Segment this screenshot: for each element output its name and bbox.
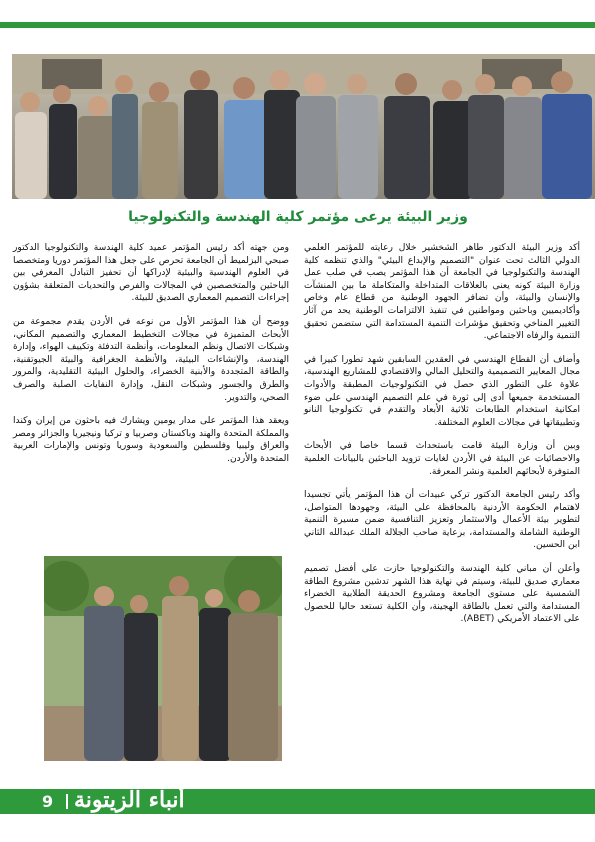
- group-photo: [12, 54, 595, 199]
- article-headline: وزير البيئة يرعى مؤتمر كلية الهندسة والتكنولوجيا: [128, 209, 468, 225]
- page-number: 9: [42, 792, 54, 811]
- paragraph: وأعلن أن مباني كلية الهندسة والتكنولوجيا حازت على أفضل تصميم معماري صديق للبيئة، وسيتم في نهاية هذا الشهر تدشين مشروع الطاقة الشمسية على مستوى الجامعة ومشروع الحديقة الطلابية الخضراء المستدامة والتي تعمل بالطاقة الهجينة، وأن الكلية تستعد حاليا للحصول على الاعتماد الأمريكي (ABET).: [304, 564, 580, 625]
- paragraph: وأكد رئيس الجامعة الدكتور تركي عبيدات أن هذا المؤتمر يأتي تجسيدا لاهتمام الحكومة الأردنية بالمحافظة على البيئة، وجهودها المتواصل، لتطوير بيئة الأعمال والاستثمار وتعزيز التنافسية ضمن مسيرة التنمية الوطنية الشاملة والمستدامة، برعاية صاحب الجلالة الملك عبدالله الثاني ابن الحسين.: [304, 490, 580, 551]
- article-column-left: [13, 242, 289, 477]
- paragraph: وبين أن وزارة البيئة قامت باستحداث قسما خاصا في الأبحاث والاحصائيات عن البيئة في الأردن لغايات تزويد الباحثين بالبيانات العلمية المتوفرة لأبحاثهم العلمية ونشر المعرفة.: [304, 441, 580, 477]
- paragraph: وأضاف أن القطاع الهندسي في العقدين السابقين شهد تطورا كبيرا في مجال المعايير التصميمية والتحليل المالي والاقتصادي للمشاريع الهندسية، علاوة على التطور الذي حصل في التكنولوجيات المطبقة والأدوات المستخدمة جميعها أدى إلى ثورة في علم التصميم الهندسي على ضوء امكانية استخدام الطابعات ثلاثية الأبعاد والتقدم في تكنولوجيا النانو وتطبيقاتها في مجالات العلوم المختلفة.: [304, 354, 580, 428]
- top-accent-bar: [0, 22, 595, 28]
- paragraph: ووضح أن هذا المؤتمر الأول من نوعه في الأردن يقدم مجموعة من الأبحاث المتميزة في مجالات التخطيط المعماري والتصميم المكاني، وشبكات الاتصال ونظم المعلومات، وأنظمة التدفئة وتكييف الهواء، وإدارة الهندسة، والإنشاءات البيئية، والأنظمة الجغرافية والبيئة الجيوتقنية، والطاقة المتجددة والأبنية الخضراء، والحلول البيئية التقليدية، والمرور والطرق والجسور وشبكات النقل، وإدارة النفايات الصلبة والصرف الصحي، والتدوير.: [13, 316, 289, 403]
- event-photo: [44, 556, 282, 761]
- footer-divider: [66, 794, 68, 809]
- article-column-right: [304, 242, 580, 637]
- paragraph: أكد وزير البيئة الدكتور طاهر الشخشير خلال رعايته للمؤتمر العلمي الدولي الثالث تحت عنوان "التصميم والإبداع البيئي" والذي تنظمه كلية الهندسة والتكنولوجيا في الجامعة أن هذا المؤتمر يصب في صلب عمل وزارة البيئة كونه يعنى بالعلاقات المتداخلة والمتكاملة ما بين المنشآت والإنسان والبيئة، وأن تضافر الجهود الوطنية من قطاع عام وخاص وأكاديميين وباحثين ومواطنين في تنفيذ الالتزامات الوطنية يحد من آثار التغيير المناخي وتحقيق مؤشرات التنمية المستدامة التي ستضمن تحقيق التنمية والرفاه الاجتماعي.: [304, 243, 580, 342]
- paragraph: ويعقد هذا المؤتمر على مدار يومين ويشارك فيه باحثون من إيران وكندا والمملكة المتحدة والهند وباكستان وصربيا و تركيا ونيجيريا والجزائر ومصر والعراق وليبيا وفلسطين والسعودية وسوريا وتونس والإمارات العربية المتحدة والأردن.: [13, 416, 289, 464]
- magazine-title: أنباء الزيتونة: [74, 787, 185, 813]
- paragraph: ومن جهته أكد رئيس المؤتمر عميد كلية الهندسة والتكنولوجيا الدكتور صبحي البزلميط أن الجامعة تحرص على جعل هذا المؤتمر دوريا ومتخصصا في العلوم الهندسية والبيئية لإدراكها أن تحفيز التبادل المعرفي بين الباحثين والمتخصصين في المجالات والفرص والتحديات المتعلقة بشؤون إجراءات التصميم المعماري الصديق للبيئة.: [13, 243, 289, 304]
